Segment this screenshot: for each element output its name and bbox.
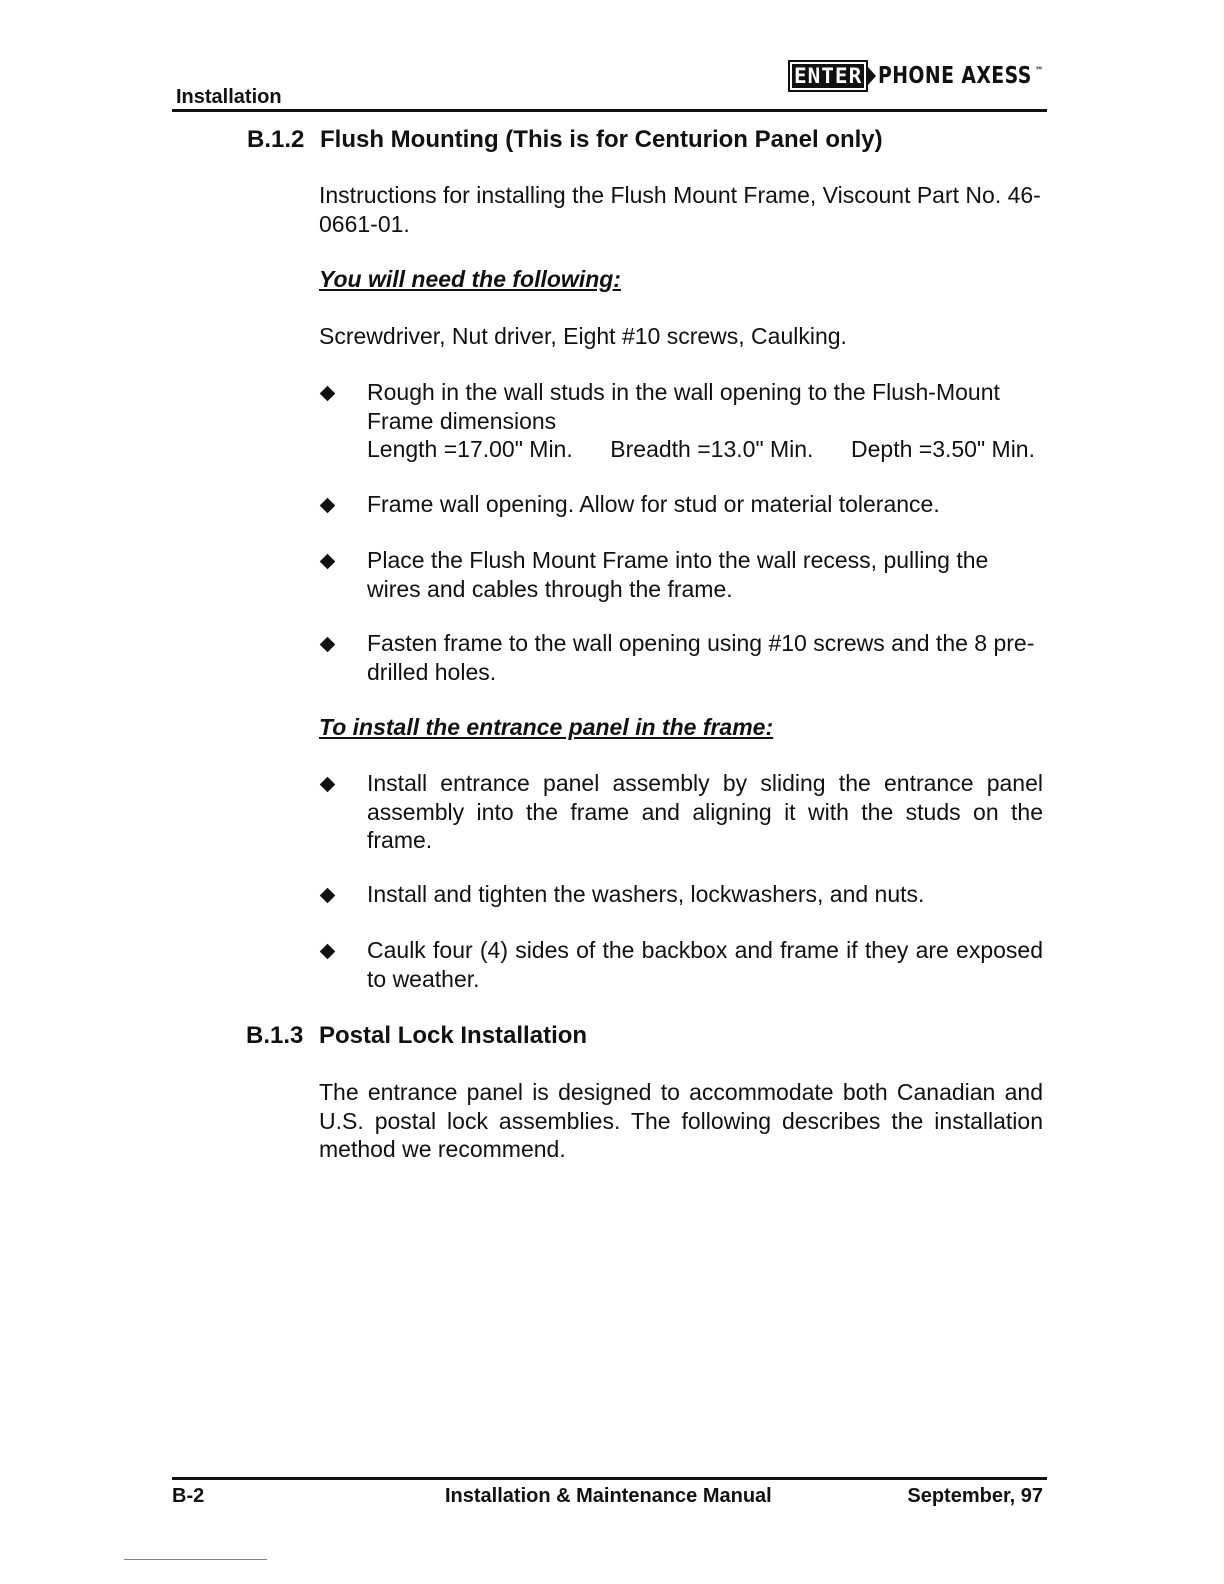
dimension-depth: Depth =3.50" Min. — [851, 436, 1035, 462]
bullet-diamond-icon — [320, 554, 336, 570]
footer-rule — [172, 1477, 1047, 1480]
bullet-diamond-icon — [320, 386, 336, 402]
list-item — [318, 490, 1043, 519]
list-item — [318, 378, 1043, 464]
bullet-text: Frame wall opening. Allow for stud or material tolerance. — [367, 491, 940, 517]
logo-wordmark: PHONE AXESS ™ — [878, 63, 1044, 89]
header-rule — [172, 109, 1047, 112]
scan-edge-line — [124, 1559, 267, 1560]
bullet-diamond-icon — [320, 637, 336, 653]
intro-paragraph: Instructions for installing the Flush Mount Frame, Viscount Part No. 46-0661-01. — [319, 182, 1041, 237]
section-b13-heading — [246, 1022, 1046, 1052]
section-b12-heading — [247, 126, 1047, 156]
section-number: B.1.2 — [247, 126, 305, 153]
bullet-diamond-icon — [320, 777, 336, 793]
section-title: Flush Mounting (This is for Centurion Panel only) — [320, 126, 883, 153]
brand-logo — [788, 60, 1080, 92]
bullet-text: Fasten frame to the wall opening using #10 screws and the 8 pre-drilled holes. — [367, 630, 1035, 685]
footer-manual-title: Installation & Maintenance Manual — [445, 1485, 772, 1507]
bullet-text: Install and tighten the washers, lockwashers, and nuts. — [367, 881, 925, 907]
header-section-label: Installation — [176, 86, 282, 108]
bullet-text: Rough in the wall studs in the wall opening to the Flush-Mount Frame dimensions — [367, 379, 1000, 434]
postal-lock-paragraph: The entrance panel is designed to accommodate both Canadian and U.S. postal lock assemblies. The following describes the installation method we recommend. — [319, 1079, 1043, 1162]
dimensions-line — [367, 435, 1035, 464]
footer-page-number: B-2 — [172, 1485, 205, 1507]
tools-paragraph: Screwdriver, Nut driver, Eight #10 screws, Caulking. — [319, 323, 847, 349]
list-item — [318, 936, 1043, 993]
bullet-diamond-icon — [320, 944, 336, 960]
bullet-diamond-icon — [320, 888, 336, 904]
list-item — [318, 629, 1043, 686]
list-item — [318, 546, 1043, 603]
need-heading: You will need the following: — [319, 266, 621, 292]
dimension-breadth: Breadth =13.0" Min. — [610, 436, 814, 462]
bullet-diamond-icon — [320, 498, 336, 514]
footer-date: September, 97 — [907, 1485, 1043, 1507]
section-title: Postal Lock Installation — [319, 1022, 588, 1049]
section-number: B.1.3 — [246, 1022, 304, 1049]
dimension-length: Length =17.00" Min. — [367, 436, 573, 462]
logo-arrow-icon — [868, 67, 876, 85]
logo-enter-box: ENTER — [788, 60, 868, 92]
bullet-text: Place the Flush Mount Frame into the wall recess, pulling the wires and cables through the frame. — [367, 547, 989, 602]
list-item — [318, 880, 1043, 909]
install-heading: To install the entrance panel in the frame: — [319, 714, 774, 740]
bullet-text: Install entrance panel assembly by sliding the entrance panel assembly into the frame and aligning it with the studs on the frame. — [367, 770, 1043, 853]
list-item — [318, 769, 1043, 855]
bullet-text: Caulk four (4) sides of the backbox and frame if they are exposed to weather. — [367, 937, 1043, 992]
